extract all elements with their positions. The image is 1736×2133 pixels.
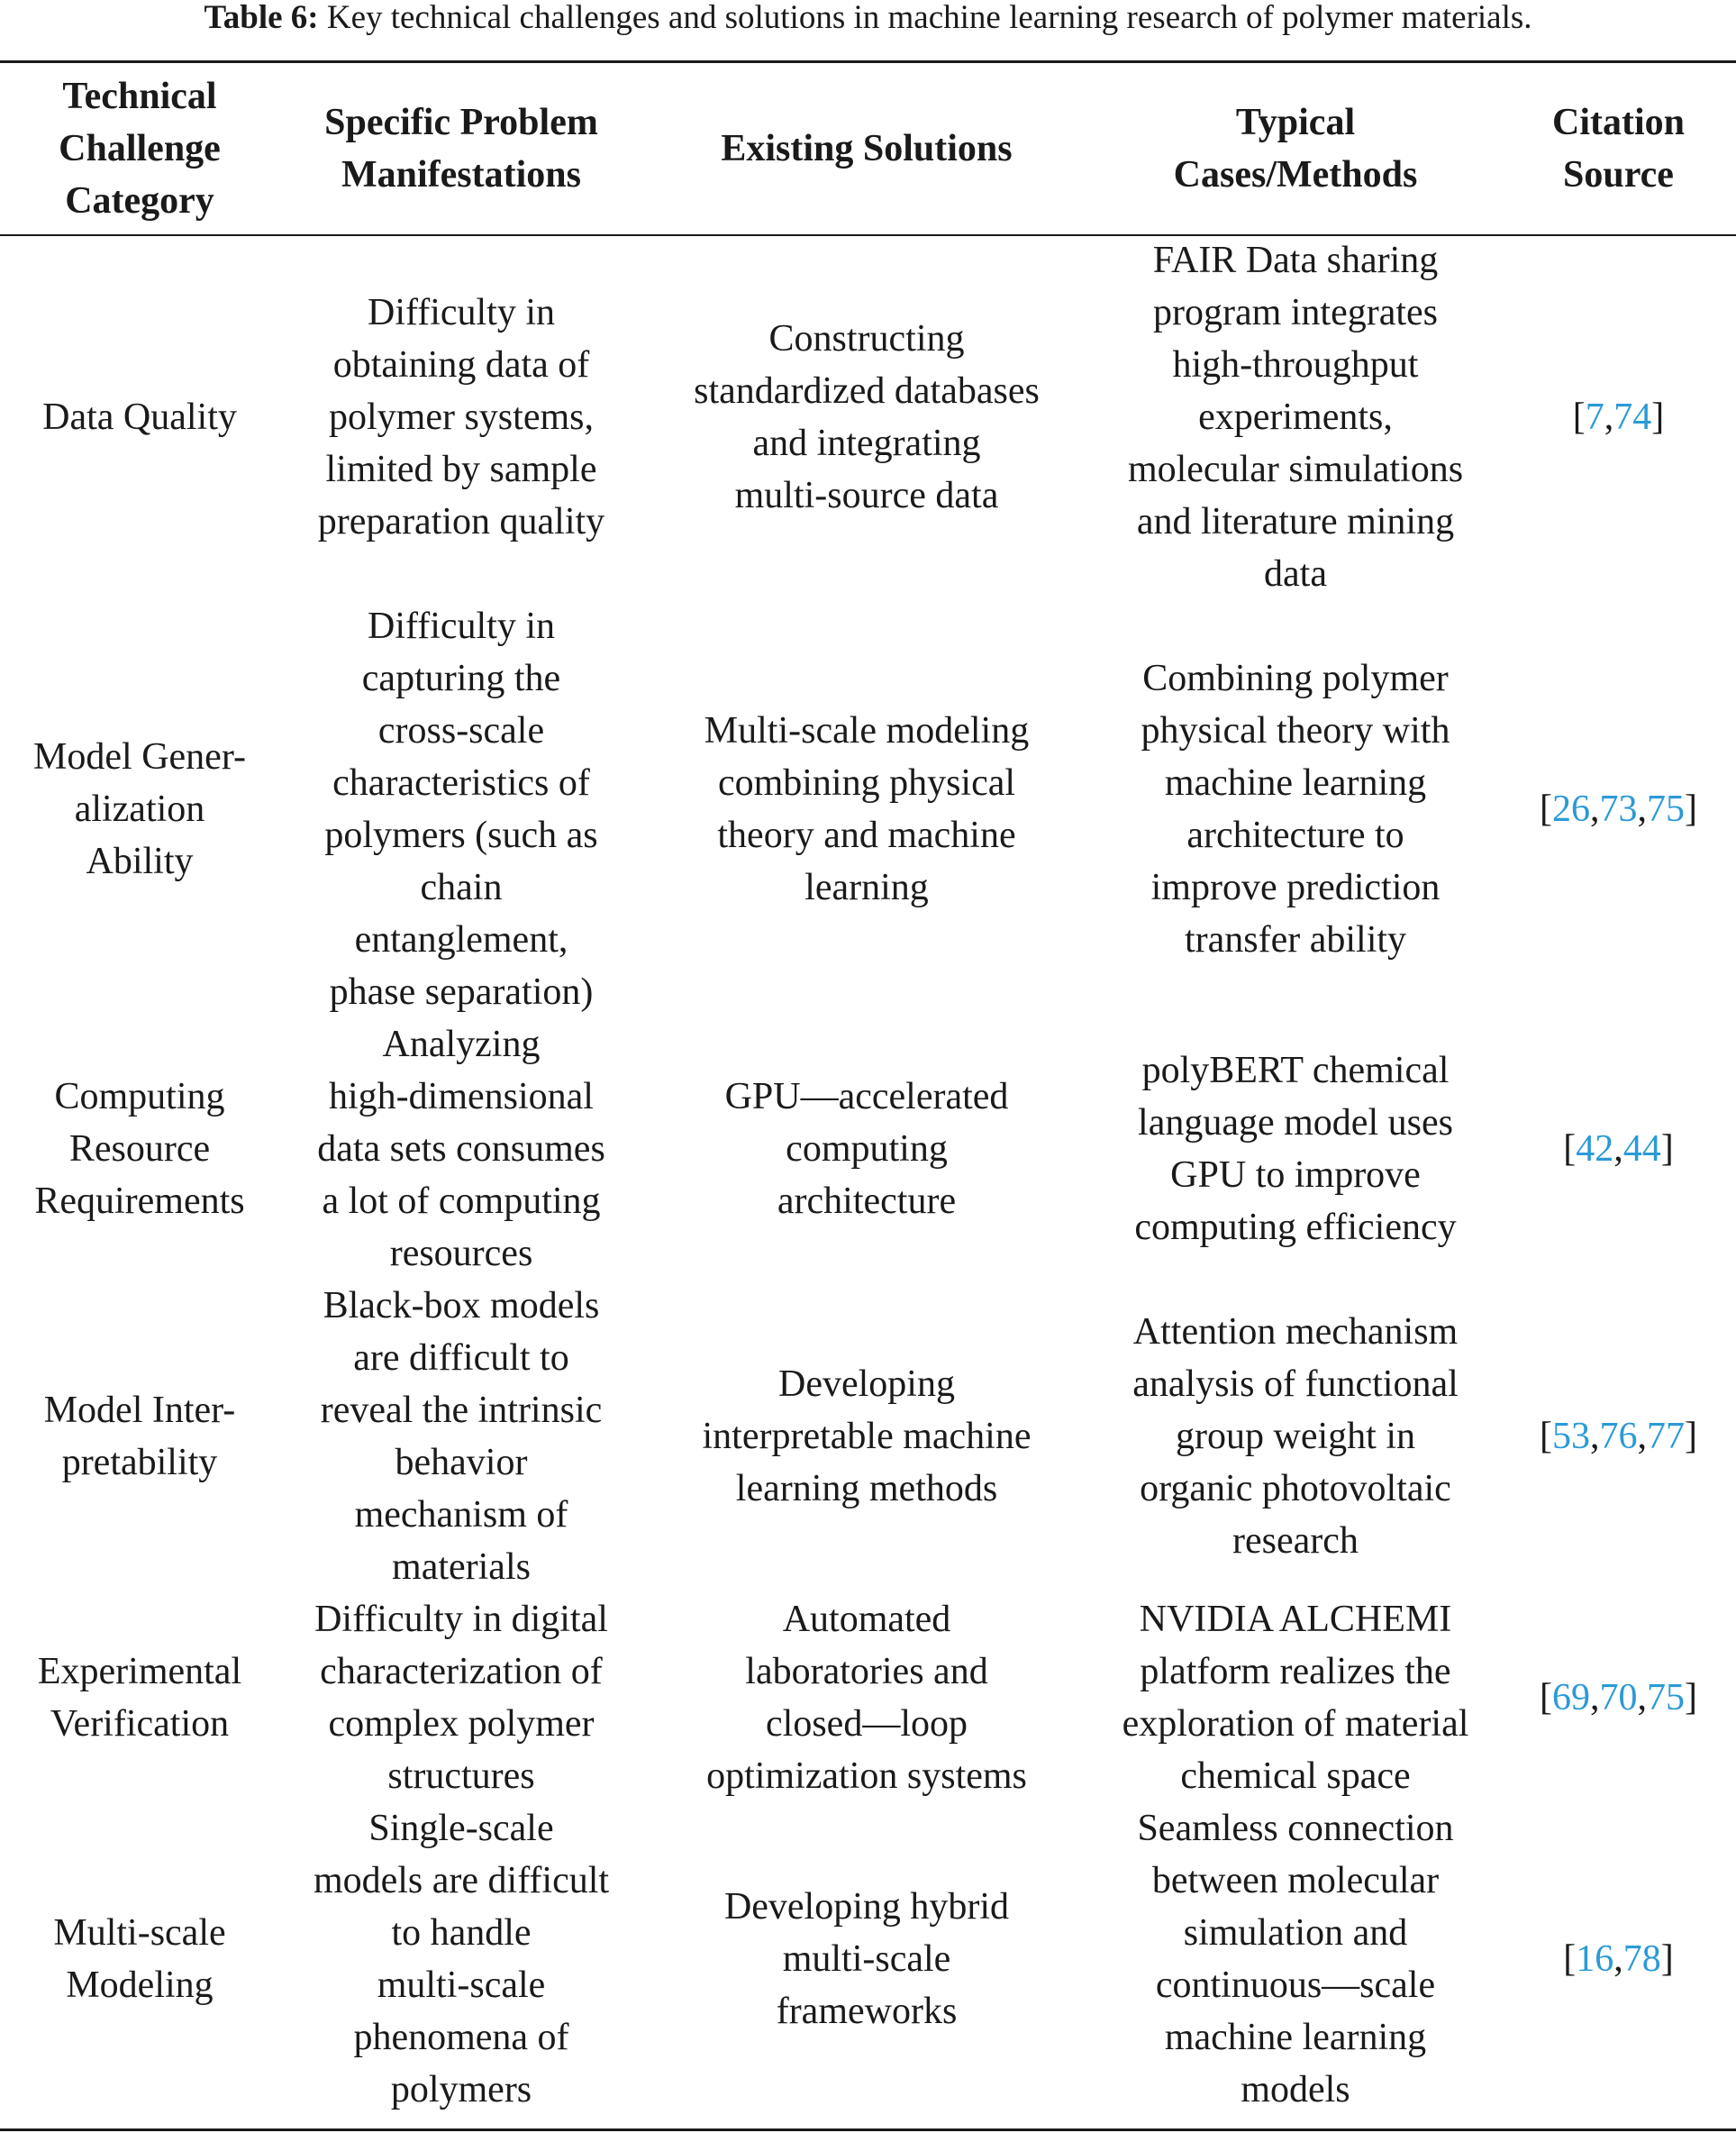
challenge-category-cell: Computing Resource Requirements	[34, 1076, 245, 1222]
citation-link[interactable]: 77	[1647, 1416, 1685, 1457]
solution-cell: Constructing standardized databases and integrating multi-source data	[694, 318, 1040, 516]
cases-cell: NVIDIA ALCHEMI platform realizes the exploration of material chemical space	[1122, 1599, 1469, 1797]
table-caption-label: Table 6:	[204, 0, 319, 36]
citation-link[interactable]: 75	[1647, 1677, 1685, 1718]
header-specific-problem-manifestations: Specific Problem Manifestations	[324, 102, 598, 196]
problem-cell: Difficulty in capturing the cross-scale characteristics of polymers (such as chain entanglement, phase separation)	[324, 606, 598, 1013]
problem-cell: Analyzing high-dimensional data sets consumes a lot of computing resources	[317, 1024, 605, 1274]
challenge-category-cell: Multi-scale Modeling	[53, 1912, 226, 2006]
citation-link[interactable]: 73	[1599, 788, 1638, 830]
header-citation-source: Citation Source	[1552, 102, 1685, 196]
table-caption-text: Key technical challenges and solutions in machine learning research of polymer materials.	[318, 0, 1532, 36]
citation-cell: [26,73,75]	[1540, 788, 1697, 830]
citation-cell: [42,44]	[1563, 1128, 1674, 1170]
table-row	[0, 234, 1736, 600]
citation-cell: [7,74]	[1572, 397, 1665, 438]
header-technical-challenge-category: Technical Challenge Category	[59, 76, 221, 222]
citation-link[interactable]: 78	[1622, 1938, 1661, 1980]
solution-cell: Automated laboratories and closed—loop optimization systems	[706, 1599, 1027, 1797]
challenge-category-cell: Data Quality	[42, 397, 237, 438]
table-row	[0, 600, 1736, 1018]
cases-cell: Combining polymer physical theory with machine learning architecture to improve prediction transfer ability	[1141, 658, 1450, 961]
challenge-category-cell: Experimental Verification	[37, 1651, 242, 1745]
table-row	[0, 1593, 1736, 1802]
citation-link[interactable]: 76	[1599, 1416, 1638, 1457]
solution-cell: Developing interpretable machine learning methods	[702, 1363, 1032, 1509]
challenge-category-cell: Model Inter- pretability	[43, 1390, 236, 1483]
citation-link[interactable]: 44	[1622, 1128, 1661, 1170]
table-row	[0, 1802, 1736, 2116]
citation-cell: [16,78]	[1563, 1938, 1674, 1980]
solution-cell: Multi-scale modeling combining physical theory and machine learning	[704, 710, 1030, 908]
cases-cell: Attention mechanism analysis of functional group weight in organic photovoltaic research	[1132, 1311, 1459, 1562]
citation-link[interactable]: 70	[1599, 1677, 1638, 1718]
citation-cell: [69,70,75]	[1540, 1677, 1697, 1718]
citation-link[interactable]: 75	[1647, 788, 1685, 830]
solution-cell: Developing hybrid multi-scale frameworks	[723, 1886, 1010, 2032]
table-body	[0, 234, 1736, 2116]
solution-cell: GPU—accelerated computing architecture	[724, 1076, 1009, 1222]
citation-link[interactable]: 42	[1576, 1128, 1614, 1170]
header-typical-cases-methods: Typical Cases/Methods	[1173, 102, 1418, 196]
cases-cell: FAIR Data sharing program integrates high-throughput experiments, molecular simulations and literature mining data	[1127, 240, 1464, 595]
challenges-table	[0, 63, 1736, 2116]
citation-cell: [53,76,77]	[1540, 1416, 1697, 1457]
cases-cell: polyBERT chemical language model uses GPU to improve computing efficiency	[1134, 1050, 1457, 1248]
table-row	[0, 1280, 1736, 1593]
table-header-row	[0, 63, 1736, 234]
problem-cell: Single-scale models are difficult to handle multi-scale phenomena of polymers	[313, 1808, 610, 2110]
citation-link[interactable]: 69	[1552, 1677, 1590, 1718]
cases-cell: Seamless connection between molecular simulation and continuous—scale machine learning models	[1137, 1808, 1454, 2110]
table-bottom-rule	[0, 2128, 1736, 2131]
challenge-category-cell: Model Gener- alization Ability	[33, 736, 246, 882]
problem-cell: Difficulty in digital characterization of complex polymer structures	[314, 1599, 608, 1797]
citation-link[interactable]: 53	[1552, 1416, 1590, 1457]
table-row	[0, 1018, 1736, 1280]
citation-link[interactable]: 74	[1613, 397, 1652, 438]
table-caption	[0, 0, 1736, 36]
citation-link[interactable]: 7	[1585, 397, 1604, 438]
header-existing-solutions: Existing Solutions	[721, 128, 1013, 169]
problem-cell: Difficulty in obtaining data of polymer systems, limited by sample preparation quality	[317, 292, 605, 542]
citation-link[interactable]: 16	[1576, 1938, 1614, 1980]
citation-link[interactable]: 26	[1552, 788, 1590, 830]
problem-cell: Black-box models are difficult to reveal the intrinsic behavior mechanism of materials	[320, 1285, 603, 1588]
